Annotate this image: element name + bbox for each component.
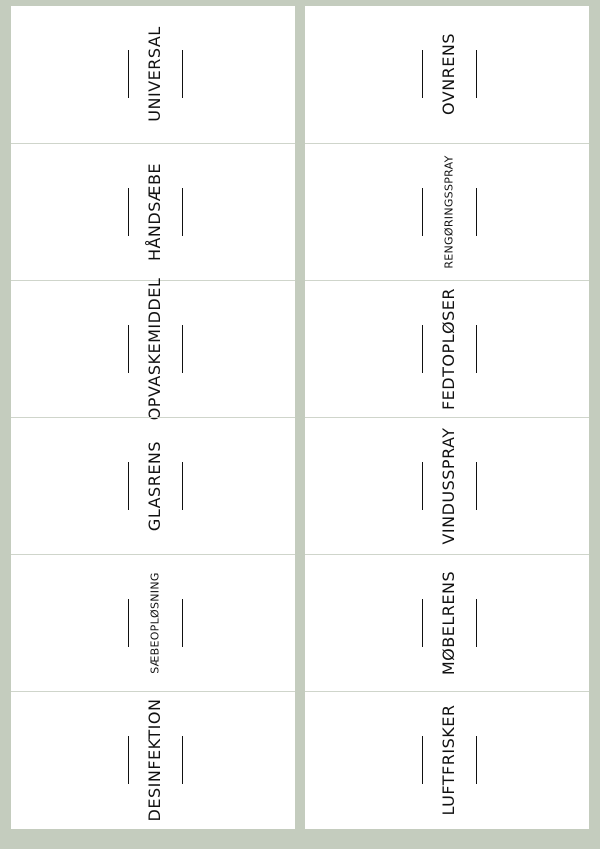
label-line bbox=[476, 188, 477, 236]
label-line bbox=[476, 736, 477, 784]
label-line bbox=[182, 599, 183, 647]
label-card bbox=[305, 554, 589, 691]
right-label-column bbox=[305, 6, 589, 829]
label-line bbox=[422, 462, 423, 510]
label-text: LUFTFRISKER bbox=[439, 704, 458, 816]
label-line bbox=[476, 325, 477, 373]
label-line bbox=[182, 736, 183, 784]
label-card bbox=[11, 143, 295, 280]
label-line bbox=[476, 50, 477, 98]
label-card bbox=[11, 6, 295, 143]
label-text: OVNRENS bbox=[439, 32, 458, 116]
label-card bbox=[11, 417, 295, 554]
label-text: UNIVERSAL bbox=[145, 26, 164, 122]
label-line bbox=[476, 599, 477, 647]
label-line bbox=[476, 462, 477, 510]
label-line bbox=[128, 462, 129, 510]
label-line bbox=[128, 599, 129, 647]
label-card bbox=[305, 143, 589, 280]
label-text: RENGØRINGSSPRAY bbox=[442, 155, 456, 269]
label-line bbox=[128, 736, 129, 784]
label-line bbox=[422, 325, 423, 373]
label-text: SÆBEOPLØSNING bbox=[148, 572, 162, 674]
label-line bbox=[422, 50, 423, 98]
label-line bbox=[128, 325, 129, 373]
label-line bbox=[182, 188, 183, 236]
label-text: GLASRENS bbox=[145, 440, 164, 532]
label-text: VINDUSSPRAY bbox=[439, 427, 458, 545]
label-card bbox=[305, 280, 589, 417]
label-card bbox=[305, 6, 589, 143]
label-line bbox=[422, 188, 423, 236]
label-text: OPVASKEMIDDEL bbox=[145, 277, 164, 421]
label-card bbox=[11, 691, 295, 828]
left-label-column bbox=[11, 6, 295, 829]
label-text: HÅNDSÆBE bbox=[145, 162, 164, 262]
label-text: DESINFEKTION bbox=[145, 698, 164, 822]
label-line bbox=[128, 188, 129, 236]
label-text: MØBELRENS bbox=[439, 570, 458, 676]
label-line bbox=[182, 325, 183, 373]
label-card bbox=[305, 417, 589, 554]
label-line bbox=[182, 50, 183, 98]
label-card bbox=[11, 277, 295, 421]
label-line bbox=[182, 462, 183, 510]
label-line bbox=[422, 736, 423, 784]
label-card bbox=[305, 691, 589, 828]
label-line bbox=[422, 599, 423, 647]
label-card bbox=[11, 554, 295, 691]
label-text: FEDTOPLØSER bbox=[439, 287, 458, 411]
label-line bbox=[128, 50, 129, 98]
